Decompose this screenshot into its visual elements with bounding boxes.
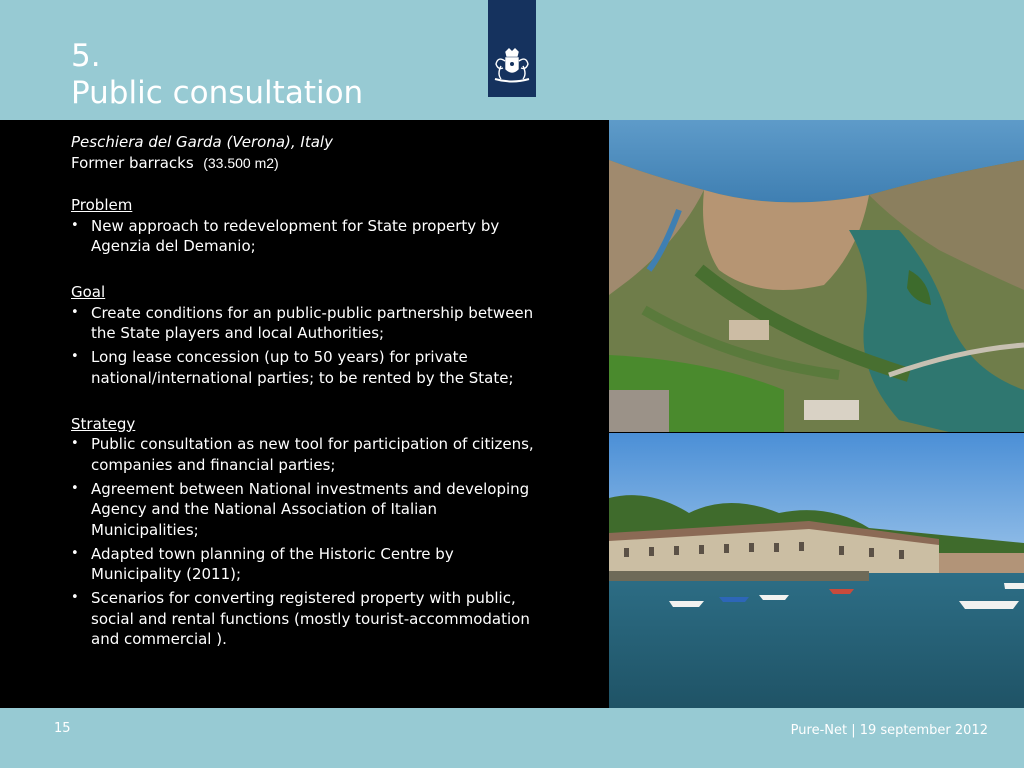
- site-label: Former barracks: [71, 153, 194, 172]
- section-heading-goal: Goal: [71, 283, 106, 301]
- coat-of-arms-icon: [492, 48, 532, 86]
- list-item: • Public consultation as new tool for participation of citizens, companies and financial parties;: [71, 434, 546, 475]
- section-heading-problem: Problem: [71, 196, 133, 214]
- problem-list: [71, 216, 546, 257]
- title-number: 5.: [71, 38, 101, 74]
- goal-list: [71, 303, 546, 389]
- list-item: • Agreement between National investments and developing Agency and the National Association of Italian Municipalities;: [71, 479, 546, 541]
- slide-body: [71, 132, 546, 653]
- header-band: [0, 0, 1024, 120]
- footer-meta: Pure-Net | 19 september 2012: [790, 723, 988, 738]
- list-item: • New approach to redevelopment for State property by Agenzia del Demanio;: [71, 216, 546, 257]
- list-item: • Scenarios for converting registered property with public, social and rental functions (mostly tourist-accommodation and commercial ).: [71, 588, 546, 650]
- section-heading-strategy: Strategy: [71, 414, 136, 433]
- title-text: Public consultation: [71, 75, 364, 111]
- government-logo: [488, 0, 536, 97]
- page-number: 15: [54, 721, 71, 736]
- strategy-list: [71, 434, 546, 650]
- site-area: (33.500 m2): [203, 154, 279, 171]
- aerial-photo: [609, 120, 1024, 432]
- project-site: [71, 153, 546, 174]
- waterfront-photo: [609, 433, 1024, 708]
- slide-title: [71, 38, 363, 112]
- list-item: • Long lease concession (up to 50 years) for private national/international parties; to be rented by the State;: [71, 347, 546, 388]
- footer-band: [0, 708, 1024, 768]
- list-item: • Create conditions for an public-public partnership between the State players and local Authorities;: [71, 303, 546, 344]
- list-item: • Adapted town planning of the Historic Centre by Municipality (2011);: [71, 544, 546, 585]
- project-location: Peschiera del Garda (Verona), Italy: [71, 133, 333, 151]
